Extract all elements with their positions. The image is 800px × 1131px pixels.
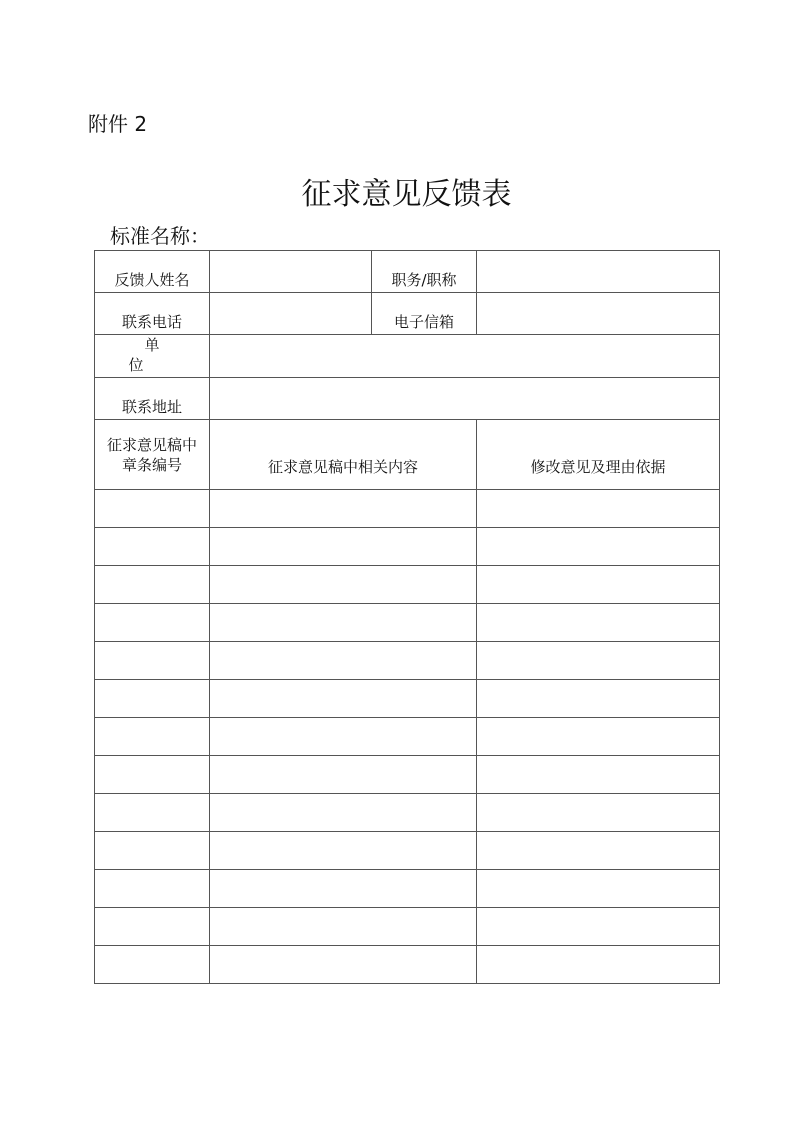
clause-number-cell[interactable] [95, 566, 210, 604]
table-row [95, 794, 720, 832]
related-content-cell[interactable] [210, 604, 477, 642]
table-row [95, 756, 720, 794]
standard-name-label: 标准名称： [110, 224, 210, 248]
email-field[interactable] [477, 293, 720, 335]
table-row [95, 642, 720, 680]
attachment-label: 附件 2 [88, 112, 148, 136]
table-header-row [95, 420, 720, 490]
table-row [95, 528, 720, 566]
revision-opinion-cell[interactable] [477, 604, 720, 642]
info-row-unit [95, 335, 720, 378]
unit-label-text: 单位 [128, 336, 192, 374]
clause-number-cell[interactable] [95, 642, 210, 680]
clause-number-cell[interactable] [95, 946, 210, 984]
revision-opinion-cell[interactable] [477, 680, 720, 718]
info-row-address [95, 378, 720, 420]
feedback-person-field[interactable] [210, 251, 372, 293]
table-row [95, 946, 720, 984]
position-field[interactable] [477, 251, 720, 293]
table-row [95, 490, 720, 528]
related-content-cell[interactable] [210, 908, 477, 946]
related-content-cell[interactable] [210, 528, 477, 566]
revision-opinion-cell[interactable] [477, 642, 720, 680]
related-content-cell[interactable] [210, 756, 477, 794]
table-row [95, 566, 720, 604]
related-content-cell[interactable] [210, 832, 477, 870]
clause-number-cell[interactable] [95, 680, 210, 718]
revision-opinion-cell[interactable] [477, 528, 720, 566]
related-content-cell[interactable] [210, 642, 477, 680]
clause-number-cell[interactable] [95, 604, 210, 642]
related-content-cell[interactable] [210, 490, 477, 528]
col3-header: 修改意见及理由依据 [477, 420, 720, 490]
related-content-cell[interactable] [210, 946, 477, 984]
table-row [95, 680, 720, 718]
table-row [95, 908, 720, 946]
revision-opinion-cell[interactable] [477, 832, 720, 870]
related-content-cell[interactable] [210, 680, 477, 718]
clause-number-cell[interactable] [95, 870, 210, 908]
revision-opinion-cell[interactable] [477, 718, 720, 756]
revision-opinion-cell[interactable] [477, 870, 720, 908]
feedback-person-label: 反馈人姓名 [95, 251, 210, 293]
revision-opinion-cell[interactable] [477, 946, 720, 984]
related-content-cell[interactable] [210, 566, 477, 604]
clause-number-cell[interactable] [95, 756, 210, 794]
table-row [95, 832, 720, 870]
clause-number-cell[interactable] [95, 528, 210, 566]
page-title: 征求意见反馈表 [301, 177, 512, 212]
revision-opinion-cell[interactable] [477, 566, 720, 604]
address-label: 联系地址 [95, 378, 210, 420]
related-content-cell[interactable] [210, 870, 477, 908]
col1-header-line1: 征求意见稿中 [106, 435, 197, 454]
table-row [95, 718, 720, 756]
unit-label [95, 335, 210, 378]
info-row-contact [95, 293, 720, 335]
info-row-person [95, 251, 720, 293]
unit-field[interactable] [210, 335, 720, 378]
revision-opinion-cell[interactable] [477, 794, 720, 832]
table-row [95, 870, 720, 908]
address-field[interactable] [210, 378, 720, 420]
table-row [95, 604, 720, 642]
clause-number-cell[interactable] [95, 908, 210, 946]
phone-field[interactable] [210, 293, 372, 335]
revision-opinion-cell[interactable] [477, 908, 720, 946]
clause-number-cell[interactable] [95, 832, 210, 870]
clause-number-cell[interactable] [95, 794, 210, 832]
col1-header-line2: 章条编号 [121, 455, 182, 474]
email-label: 电子信箱 [372, 293, 477, 335]
revision-opinion-cell[interactable] [477, 756, 720, 794]
feedback-table [94, 250, 720, 984]
col1-header [95, 420, 210, 490]
clause-number-cell[interactable] [95, 490, 210, 528]
position-label: 职务/职称 [372, 251, 477, 293]
related-content-cell[interactable] [210, 794, 477, 832]
col2-header: 征求意见稿中相关内容 [210, 420, 477, 490]
phone-label: 联系电话 [95, 293, 210, 335]
related-content-cell[interactable] [210, 718, 477, 756]
revision-opinion-cell[interactable] [477, 490, 720, 528]
clause-number-cell[interactable] [95, 718, 210, 756]
